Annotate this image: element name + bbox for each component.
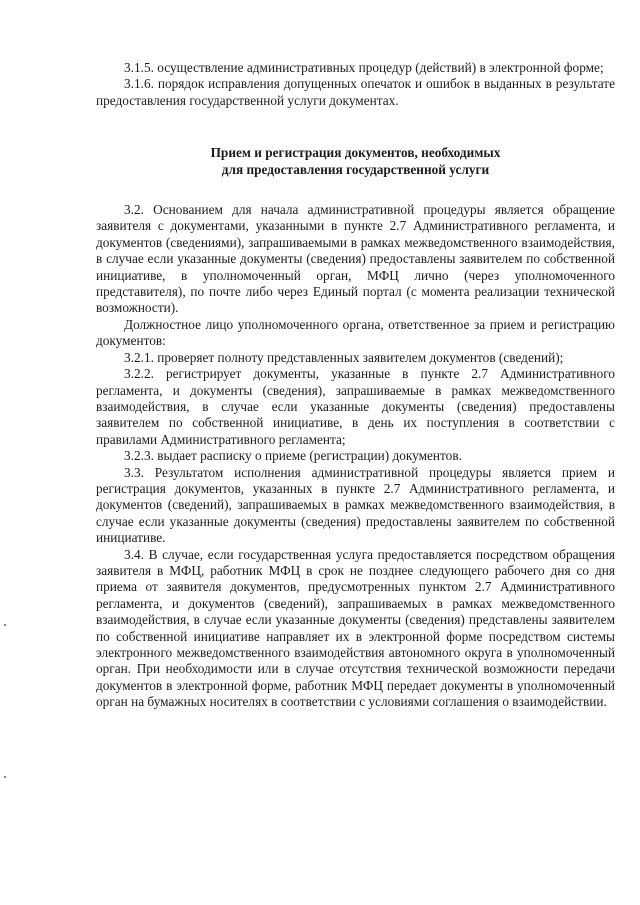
- paragraph-3-1-5: 3.1.5. осуществление административных процедур (действий) в электронной форме;: [124, 60, 604, 75]
- paragraph-3-2: 3.2. Основанием для начала административной процедуры является обращение заявителя с документами, указанными в пункте 2.7 Административного регламента, и документов (сведениями), запрашиваемыми в рамках межведомственного взаимодействия, в случае если указанные документы (сведения) предоставлены заявителем по собственной инициативе, в уполномоченный орган, МФЦ лично (через уполномоченного представителя), по почте либо через Единый портал (с момента реализации технической возможности).: [96, 202, 615, 316]
- document-page: [96, 60, 615, 711]
- paragraph-3-2-1: 3.2.1. проверяет полноту представленных заявителем документов (сведений);: [124, 349, 564, 365]
- scan-margin-mark: [4, 776, 6, 778]
- paragraph-3-2-2: 3.2.2. регистрирует документы, указанные в пункте 2.7 Административного регламента, и документы (сведения), запрашиваемые в рамках межведомственного взаимодействия, в случае если указанные документы (сведения) предоставлены заявителем по собственной инициативе, в день их поступления в соответствии с правилами Административного регламента;: [96, 366, 615, 447]
- paragraph-responsible-official: Должностное лицо уполномоченного органа, ответственное за прием и регистрацию документов:: [96, 316, 615, 349]
- paragraph-3-3: 3.3. Результатом исполнения административной процедуры является прием и регистрация документов, указанных в пункте 2.7 Административного регламента, и документов (сведений), запрашиваемых в рамках межведомственного взаимодействия, в случае если указанные документы (сведения) предоставлены заявителем по собственной инициативе.: [96, 464, 615, 546]
- section-heading-line-2: для предоставления государственной услуги: [221, 161, 490, 177]
- scan-margin-mark: [4, 624, 6, 626]
- paragraph-3-2-3: 3.2.3. выдает расписку о приеме (регистрации) документов.: [124, 448, 462, 464]
- section-heading-line-1: Прием и регистрация документов, необходимых: [210, 145, 501, 161]
- section-heading: [96, 145, 615, 178]
- paragraph-3-4: 3.4. В случае, если государственная услуга предоставляется посредством обращения заявителя в МФЦ, работник МФЦ в срок не позднее следующего рабочего дня со дня приема от заявителя документов, предусмотренных пунктом 2.7 Административного регламента, и документов (сведений), запрашиваемых в рамках межведомственного взаимодействия, в случае если указанные документы (сведения) представлены заявителем по собственной инициативе направляет их в электронной форме посредством системы электронного межведомственного взаимодействия автономного округа в уполномоченный орган. При необходимости или в случае отсутствия технической возможности передачи документов в электронной форме, работник МФЦ передает документы в уполномоченный орган на бумажных носителях в соответствии с условиями соглашения о взаимодействии.: [96, 546, 615, 710]
- paragraph-3-1-6: 3.1.6. порядок исправления допущенных опечаток и ошибок в выданных в результате предоставления государственной услуги документах.: [96, 76, 615, 108]
